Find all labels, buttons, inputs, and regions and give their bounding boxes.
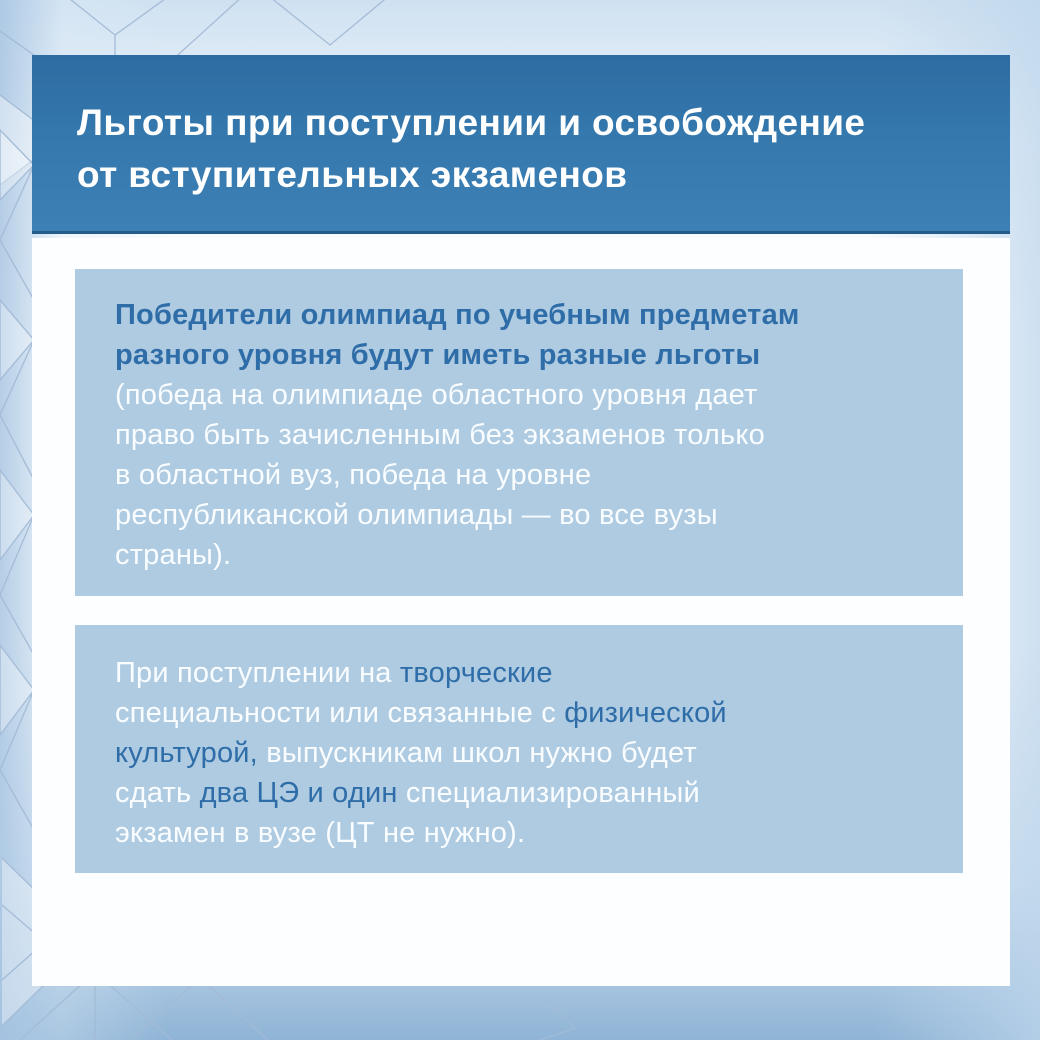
text-segment: (победа на олимпиаде областного уровня дает bbox=[115, 379, 758, 411]
text-line bbox=[115, 455, 925, 495]
text-segment: специальности или связанные с bbox=[115, 697, 565, 729]
text-line bbox=[115, 295, 925, 335]
text-segment: выпускникам школ нужно будет bbox=[257, 737, 697, 769]
text-segment: республиканской олимпиады — во все вузы bbox=[115, 499, 718, 531]
info-box-olympiad-benefits bbox=[75, 269, 963, 596]
text-line bbox=[115, 773, 925, 813]
text-segment: разного уровня будут иметь разные льготы bbox=[115, 339, 761, 371]
text-line bbox=[115, 495, 925, 535]
text-line bbox=[115, 733, 925, 773]
pattern-line bbox=[0, 645, 34, 735]
header-banner bbox=[32, 55, 1010, 234]
pattern-line bbox=[255, 0, 420, 45]
text-segment: сдать bbox=[115, 777, 200, 809]
text-segment: При поступлении на bbox=[115, 657, 400, 689]
pattern-line bbox=[540, 995, 575, 1040]
pattern-line bbox=[0, 300, 34, 380]
text-line bbox=[115, 335, 925, 375]
info-box-creative-specialties bbox=[75, 625, 963, 873]
text-segment: два ЦЭ и один bbox=[199, 777, 398, 809]
text-segment: физической bbox=[564, 697, 727, 729]
page-title-line: от вступительных экзаменов bbox=[77, 154, 628, 195]
text-line bbox=[115, 375, 925, 415]
page-title-line: Льготы при поступлении и освобождение bbox=[77, 102, 866, 143]
text-line bbox=[115, 535, 925, 575]
text-line bbox=[115, 693, 925, 733]
text-segment: в областной вуз, победа на уровне bbox=[115, 459, 592, 491]
text-segment: творческие bbox=[399, 657, 553, 689]
text-segment: экзамен в вузе (ЦТ не нужно). bbox=[115, 817, 526, 849]
page-title bbox=[32, 55, 1010, 201]
text-segment: страны). bbox=[115, 539, 232, 571]
content-card bbox=[32, 238, 1010, 986]
pattern-line bbox=[40, 0, 205, 35]
text-line bbox=[115, 813, 925, 853]
pattern-line bbox=[0, 470, 34, 560]
text-segment: право быть зачисленным без экзаменов только bbox=[115, 419, 765, 451]
pattern-line bbox=[130, 978, 268, 1040]
text-segment: специализированный bbox=[397, 777, 700, 809]
text-line bbox=[115, 653, 925, 693]
text-segment: Победители олимпиад по учебным предметам bbox=[115, 299, 800, 331]
text-segment: культурой, bbox=[115, 737, 258, 769]
text-line bbox=[115, 415, 925, 455]
